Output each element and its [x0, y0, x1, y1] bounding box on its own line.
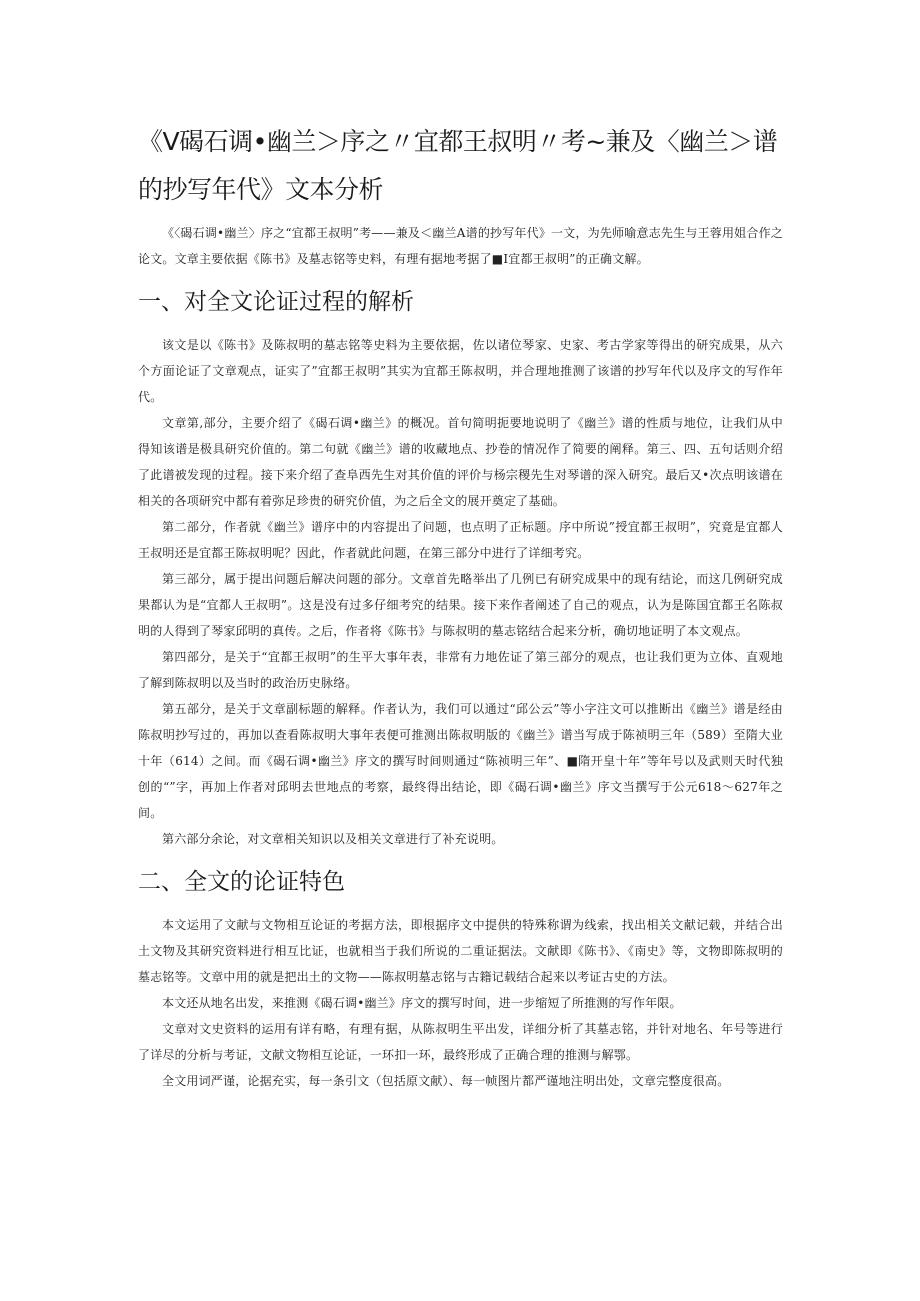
paragraph: 第四部分，是关于“宜都王叔明”的生平大事年表，非常有力地佐证了第三部分的观点，也让我们更为立体、直观地了解到陈叔明以及当时的政治历史脉络。: [138, 650, 783, 690]
paragraph: 本文还从地名出发，来推测《碣石调•幽兰》序文的撰写时间，进一步缩短了所推测的写作年限。: [162, 996, 682, 1010]
section-1: [138, 286, 783, 852]
paragraph: 第二部分，作者就《幽兰》谱序中的内容提出了问题，也点明了正标题。序中所说”授宜都王叔明”，究竟是宜都人王叔明还是宜都王陈叔明呢？因此，作者就此问题，在第三部分中进行了详细考究。: [138, 520, 783, 560]
document-body: [138, 118, 783, 1094]
paragraph: 第三部分，属于提出问题后解决问题的部分。文章首先略举出了几例已有研究成果中的现有结论，而这几例研究成果都认为是“宜都人王叔明”。这是没有过多仔细考究的结果。接下来作者阐述了自己的观点，认为是陈国宜都王名陈叔明的人得到了琴家邱明的真传。之后，作者将《陈书》与陈叔明的墓志铭结合起来分析，确切地证明了本文观点。: [138, 572, 783, 638]
intro-paragraph: 《〈碣石调•幽兰〉序之“宜都王叔明”考——兼及＜幽兰A谱的抄写年代》一文，为先师喻意志先生与王蓉用姐合作之论文。文章主要依据《陈书》及墓志铭等史料，有理有据地考据了■I宜都王叔明”的正确文解。: [138, 226, 783, 266]
document-title: 《V碣石调•幽兰＞序之〃宜都王叔明〃考~兼及〈幽兰＞谱的抄写年代》文本分析: [138, 127, 778, 204]
paragraph: 全文用词严谨，论据充实，每一条引文（包括原文献）、每一帧图片都严谨地注明出处，文章完整度很高。: [162, 1074, 730, 1088]
paragraph: 文章对文史资料的运用有详有略，有理有据，从陈叔明生平出发，详细分析了其墓志铭，并针对地名、年号等进行了详尽的分析与考证，文献文物相互论证，一环扣一环，最终形成了正确合理的推测与解鄂。: [138, 1022, 783, 1062]
paragraph: 该文是以《陈书》及陈叔明的墓志铭等史料为主要依据，佐以诸位琴家、史家、考古学家等得出的研究成果，从六个方面论证了文章观点，证实了”宜都王叔明”其实为宜都王陈叔明，并合理地推测了该谱的抄写年代以及序文的写作年代。: [138, 338, 783, 404]
section-heading: 二、全文的论证特色: [138, 869, 345, 895]
section-2: [138, 866, 783, 1094]
paragraph: 第五部分，是关于文章副标题的解释。作者认为，我们可以通过“邱公云”等小字注文可以推断出《幽兰》谱是经由陈叔明抄写过的，再加以查看陈叔明大事年表便可推测出陈叔明版的《幽兰》谱当写成于陈祯明三年（589）至隋大业十年（614）之间。而《碣石调•幽兰》序文的撰写时间则通过“陈祯明三年”、■隋开皇十年”等年号以及武则天时代独创的“”字，再加上作者对邱明去世地点的考察，最终得出结论，即《碣石调•幽兰》序文当撰写于公元618～627年之间。: [138, 702, 783, 820]
section-heading: 一、对全文论证过程的解析: [138, 289, 414, 315]
paragraph: 第六部分余论，对文章相关知识以及相关文章进行了补充说明。: [162, 832, 504, 846]
paragraph: 文章第,部分，主要介绍了《碣石调•幽兰》的概况。首句简明扼要地说明了《幽兰》谱的性质与地位，让我们从中得知该谱是极具研究价值的。第二句就《幽兰》谱的收藏地点、抄卷的情况作了简要的阐释。第三、四、五句话则介绍了此谱被发现的过程。接下来介绍了查阜西先生对其价值的评价与杨宗稷先生对琴谱的深入研究。最后又•次点明该谱在相关的各项研究中都有着弥足珍贵的研究价值，为之后全文的展开奠定了基础。: [138, 416, 783, 508]
paragraph: 本文运用了文献与文物相互论证的考据方法，即根据序文中提供的特殊称谓为线索，找出相关文献记载，并结合出土文物及其研究资料进行相互比证，也就相当于我们所说的二重证据法。文献即《陈书》、《南史》等，文物即陈叔明的墓志铭等。文章中用的就是把出土的文物——陈叔明墓志铭与古籍记载结合起来以考证古史的方法。: [138, 918, 783, 984]
